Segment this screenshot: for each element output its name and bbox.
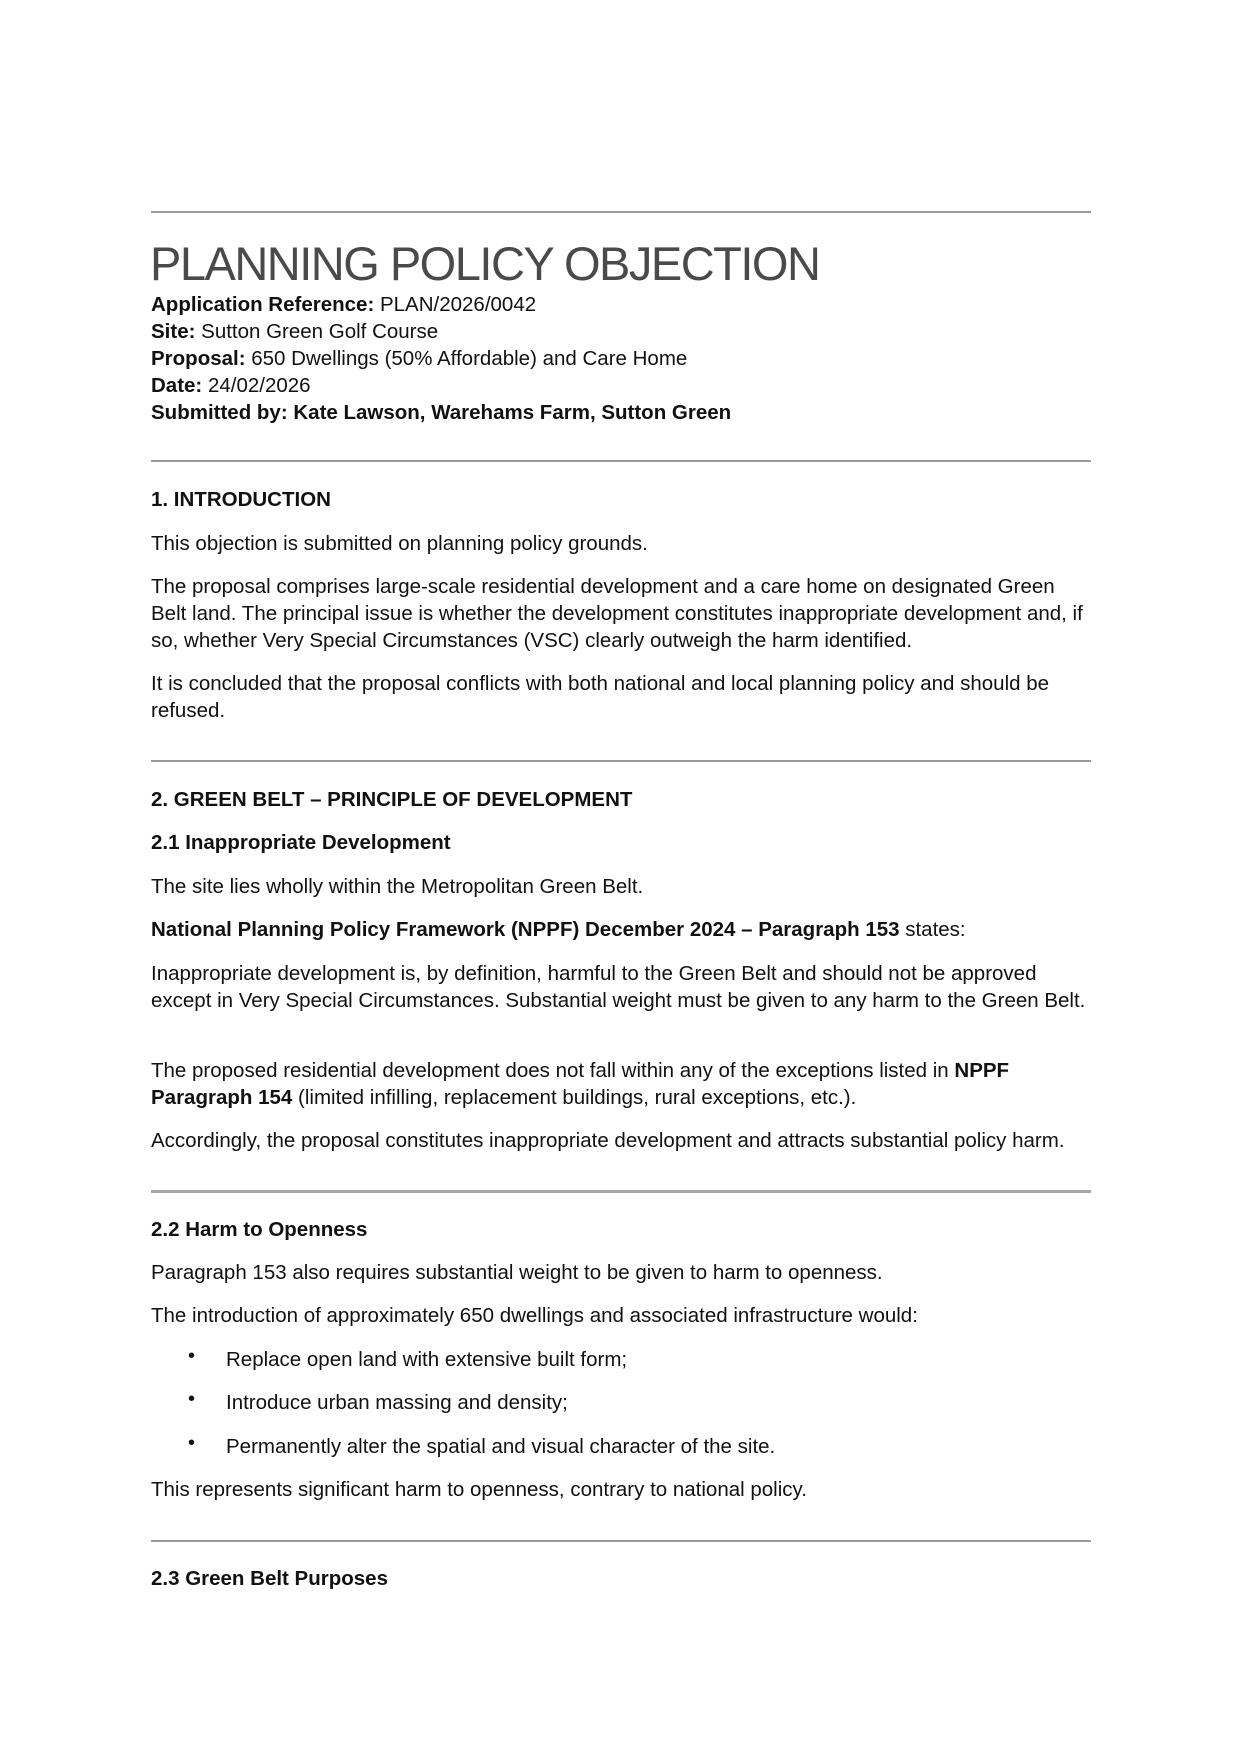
- nppf-reference-rest: states:: [899, 918, 966, 941]
- exceptions-text-end: (limited infilling, replacement buildings, rural exceptions, etc.).: [292, 1086, 857, 1109]
- application-reference: [151, 291, 536, 318]
- bullet-icon: •: [188, 1345, 196, 1367]
- subsection-2-1-paragraph-5: Accordingly, the proposal constitutes inappropriate development and attracts substantial policy harm.: [151, 1129, 1065, 1152]
- list-item-text: Permanently alter the spatial and visual character of the site.: [226, 1435, 776, 1458]
- date-label: Date:: [151, 374, 203, 397]
- page-title: PLANNING POLICY OBJECTION: [150, 237, 820, 290]
- intro-paragraph-3: It is concluded that the proposal conflicts with both national and local planning policy and should be refused.: [151, 672, 1050, 722]
- site-value: Sutton Green Golf Course: [201, 320, 439, 343]
- intro-paragraph-2: The proposal comprises large-scale residential development and a care home on designated Green Belt land. The principal issue is whether the development constitutes inappropriate development and, if so, whether Very Special Circumstances (VSC) clearly outweigh the harm identified.: [151, 575, 1083, 652]
- subsection-2-1-paragraph-2: [151, 916, 1091, 943]
- divider-2: [151, 760, 1091, 762]
- divider-4: [151, 1540, 1091, 1542]
- subsection-2-2-paragraph-1: Paragraph 153 also requires substantial weight to be given to harm to openness.: [151, 1261, 883, 1284]
- section-1-heading: 1. INTRODUCTION: [151, 488, 331, 511]
- section-2-heading: 2. GREEN BELT – PRINCIPLE OF DEVELOPMENT: [151, 788, 633, 811]
- bullet-icon: •: [188, 1388, 196, 1410]
- list-item-text: Introduce urban massing and density;: [226, 1391, 568, 1414]
- subsection-2-2-heading: 2.2 Harm to Openness: [151, 1218, 368, 1241]
- reference-value: PLAN/2026/0042: [379, 293, 537, 316]
- subsection-2-2-paragraph-3: This represents significant harm to openness, contrary to national policy.: [151, 1478, 807, 1501]
- subsection-2-1-paragraph-3: Inappropriate development is, by definition, harmful to the Green Belt and should not be approved except in Very Special Circumstances. Substantial weight must be given to any harm to the Green Belt.: [151, 962, 1086, 1012]
- site-label: Site:: [151, 320, 196, 343]
- nppf-reference: National Planning Policy Framework (NPPF) December 2024 – Paragraph 153: [151, 918, 900, 941]
- proposal-value: 650 Dwellings (50% Affordable) and Care Home: [251, 347, 688, 370]
- bullet-icon: •: [188, 1432, 196, 1454]
- exceptions-text-start: The proposed residential development does not fall within any of the exceptions listed in: [151, 1059, 955, 1082]
- subsection-2-1-paragraph-1: The site lies wholly within the Metropolitan Green Belt.: [151, 875, 644, 898]
- subsection-2-3-heading: 2.3 Green Belt Purposes: [151, 1567, 388, 1590]
- subsection-2-1-heading: 2.1 Inappropriate Development: [151, 831, 451, 854]
- reference-label: Application Reference:: [151, 293, 375, 316]
- top-divider: [151, 211, 1091, 213]
- submitted-by: Submitted by: Kate Lawson, Warehams Farm, Sutton Green: [151, 401, 732, 424]
- nppf-paragraph-154: NPPF Paragraph 154: [151, 1059, 1010, 1109]
- divider-3: [151, 1190, 1091, 1193]
- intro-paragraph-1: This objection is submitted on planning policy grounds.: [151, 532, 648, 555]
- subsection-2-1-paragraph-4: [151, 1057, 1091, 1111]
- proposal: [151, 345, 687, 372]
- site: [151, 318, 438, 345]
- proposal-label: Proposal:: [151, 347, 246, 370]
- date-value: 24/02/2026: [207, 374, 311, 397]
- date: [151, 372, 311, 399]
- subsection-2-2-paragraph-2: The introduction of approximately 650 dwellings and associated infrastructure would:: [151, 1304, 918, 1327]
- list-item-text: Replace open land with extensive built form;: [226, 1348, 628, 1371]
- divider-1: [151, 460, 1091, 462]
